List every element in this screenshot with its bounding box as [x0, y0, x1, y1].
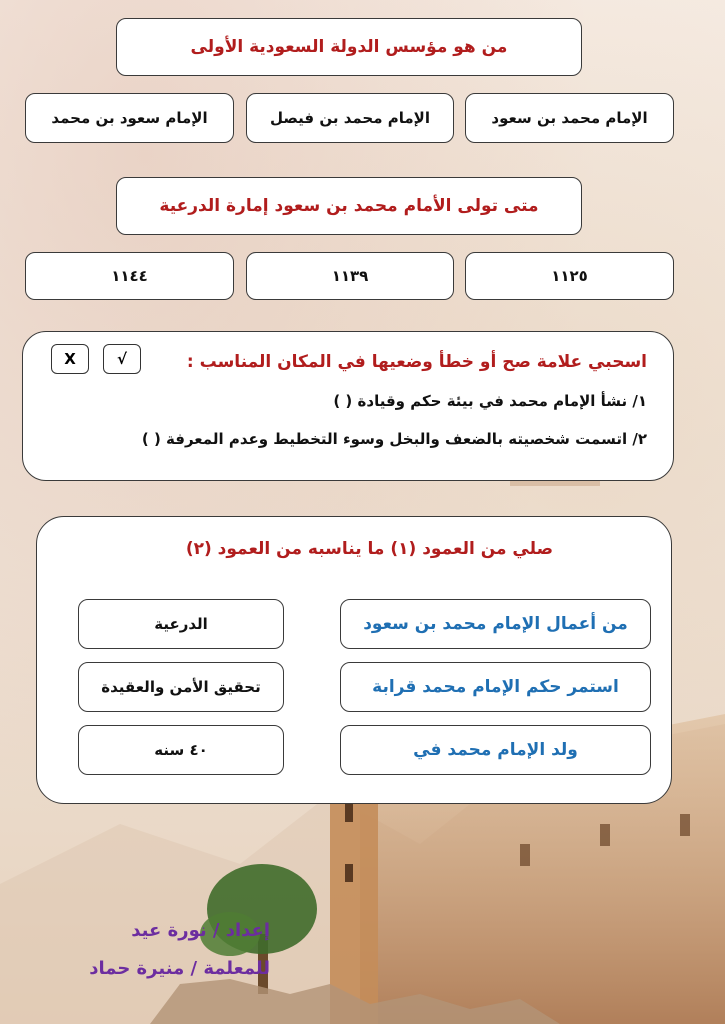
q1-option-1[interactable]: الإمام محمد بن سعود: [465, 93, 674, 143]
q1-option-3[interactable]: الإمام سعود بن محمد: [25, 93, 234, 143]
check-mark-draggable[interactable]: √: [103, 344, 141, 374]
column2-item-3[interactable]: ٤٠ سنه: [78, 725, 284, 775]
question-2: متى تولى الأمام محمد بن سعود إمارة الدرعية: [116, 177, 582, 235]
q1-option-2[interactable]: الإمام محمد بن فيصل: [246, 93, 454, 143]
x-mark-draggable[interactable]: X: [51, 344, 89, 374]
q2-option-3[interactable]: ١١٤٤: [25, 252, 234, 300]
true-false-statement-2: ٢/ اتسمت شخصيته بالضعف والبخل وسوء التخطيط وعدم المعرفة ( ): [141, 430, 647, 448]
q2-option-2[interactable]: ١١٣٩: [246, 252, 454, 300]
matching-instruction: صلي من العمود (١) ما يناسبه من العمود (٢): [185, 539, 553, 559]
true-false-statement-1: ١/ نشأ الإمام محمد في بيئة حكم وقيادة ( ): [333, 392, 647, 410]
column1-item-3[interactable]: ولد الإمام محمد في: [340, 725, 651, 775]
true-false-panel: [22, 331, 674, 481]
credit-prepared-by: إعداد / نورة عيد: [131, 920, 270, 941]
q2-option-1[interactable]: ١١٢٥: [465, 252, 674, 300]
column2-item-1[interactable]: الدرعية: [78, 599, 284, 649]
column1-item-2[interactable]: استمر حكم الإمام محمد قرابة: [340, 662, 651, 712]
column2-item-2[interactable]: تحقيق الأمن والعقيدة: [78, 662, 284, 712]
credit-teacher: للمعلمة / منيرة حماد: [89, 958, 270, 979]
true-false-instruction: اسحبي علامة صح أو خطأ وضعيها في المكان المناسب :: [186, 352, 647, 372]
question-1: من هو مؤسس الدولة السعودية الأولى: [116, 18, 582, 76]
column1-item-1[interactable]: من أعمال الإمام محمد بن سعود: [340, 599, 651, 649]
